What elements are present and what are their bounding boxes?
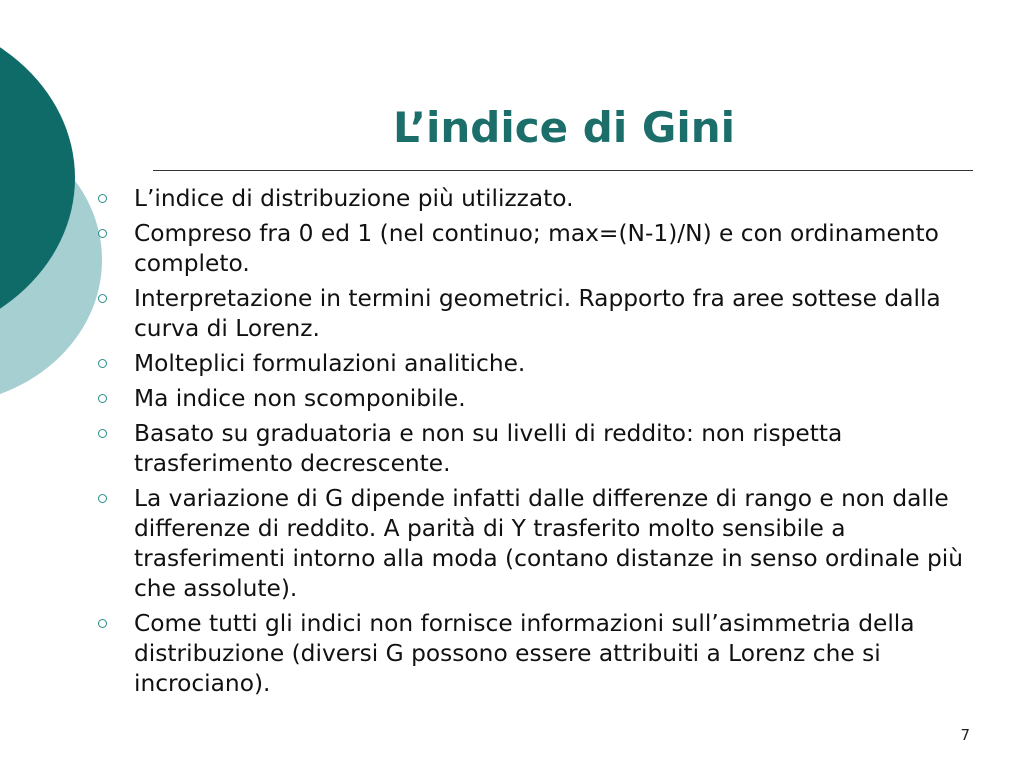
slide-title: L’indice di Gini	[392, 103, 736, 152]
bullet-text: Compreso fra 0 ed 1 (nel continuo; max=(N-1)/N) e con ordinamento completo.	[134, 220, 939, 277]
hollow-circle-bullet-icon	[98, 619, 107, 628]
bullet-item	[97, 349, 977, 379]
bullet-item	[97, 284, 977, 344]
bullet-text: Interpretazione in termini geometrici. Rapporto fra aree sottese dalla curva di Lorenz.	[134, 285, 941, 342]
bullet-item	[97, 384, 977, 414]
bullet-item	[97, 219, 977, 279]
title-divider	[153, 170, 973, 171]
bullet-text: La variazione di G dipende infatti dalle differenze di rango e non dalle differenze di reddito. A parità di Y trasferito molto sensibile a trasferimenti intorno alla moda (contano distanze in senso ordinale più che assolute).	[134, 485, 963, 602]
bullet-item	[97, 484, 977, 604]
bullet-list	[97, 184, 977, 704]
hollow-circle-bullet-icon	[98, 394, 107, 403]
hollow-circle-bullet-icon	[98, 194, 107, 203]
bullet-text: Molteplici formulazioni analitiche.	[134, 350, 526, 377]
bullet-text: Come tutti gli indici non fornisce informazioni sull’asimmetria della distribuzione (diversi G possono essere attribuiti a Lorenz che si incrociano).	[134, 610, 915, 697]
bullet-item	[97, 419, 977, 479]
hollow-circle-bullet-icon	[98, 294, 107, 303]
hollow-circle-bullet-icon	[98, 229, 107, 238]
hollow-circle-bullet-icon	[98, 494, 107, 503]
hollow-circle-bullet-icon	[98, 359, 107, 368]
bullet-item	[97, 184, 977, 214]
bullet-item	[97, 609, 977, 699]
hollow-circle-bullet-icon	[98, 429, 107, 438]
bullet-text: Ma indice non scomponibile.	[134, 385, 466, 412]
bullet-text: Basato su graduatoria e non su livelli di reddito: non rispetta trasferimento decrescente.	[134, 420, 843, 477]
page-number: 7	[960, 726, 970, 744]
bullet-text: L’indice di distribuzione più utilizzato.	[134, 185, 574, 212]
